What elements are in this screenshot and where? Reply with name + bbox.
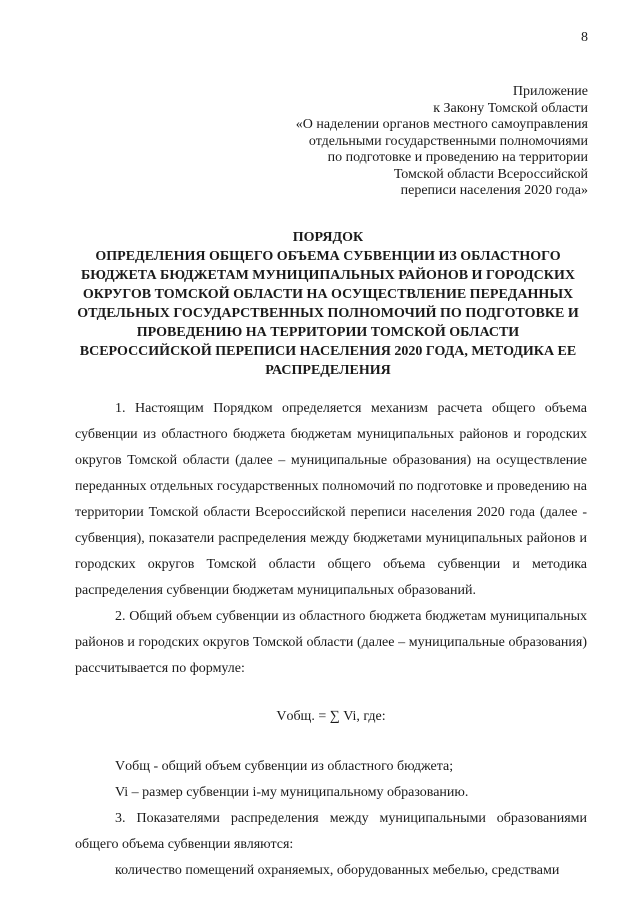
paragraph-3: 3. Показателями распределения между муниципальными образованиями общего объема субвенции являются: bbox=[75, 811, 587, 852]
appendix-line: Приложение bbox=[512, 84, 588, 99]
appendix-line: по подготовке и проведению на территории bbox=[327, 150, 588, 165]
title-heading: ПОРЯДОК bbox=[292, 230, 364, 245]
definition-vi: Vi – размер субвенции i-му муниципальному образованию. bbox=[115, 785, 469, 800]
appendix-line: Томской области Всероссийской bbox=[393, 166, 588, 182]
paragraph-1: 1. Настоящим Порядком определяется механизм расчета общего объема субвенции из областного бюджета бюджетам муниципальных районов и городских округов Томской области (далее – муниципальные образования) на осуществление переданных отдельных государственных полномочий по подготовке и проведению на территории Томской области Всероссийской переписи населения 2020 года (далее - субвенция), показатели распределения между бюджетами муниципальных районов и городских округов Томской области общего объема субвенции и методика распределения субвенции бюджетам муниципальных образований. bbox=[75, 401, 587, 598]
appendix-line: переписи населения 2020 года» bbox=[400, 183, 588, 198]
definition-vtotal: Vобщ - общий объем субвенции из областного бюджета; bbox=[115, 759, 454, 774]
appendix-line: отдельными государственными полномочиями bbox=[308, 133, 588, 149]
paragraph-4: количество помещений охраняемых, оборудованных мебелью, средствами bbox=[115, 863, 560, 878]
formula: Vобщ. = ∑ Vi, где: bbox=[276, 709, 386, 724]
document-title bbox=[70, 228, 586, 380]
document-body bbox=[75, 396, 587, 884]
page-number: 8 bbox=[581, 30, 588, 45]
appendix-line: «О наделении органов местного самоуправления bbox=[295, 117, 588, 132]
appendix-line: к Закону Томской области bbox=[433, 100, 588, 116]
appendix-block bbox=[248, 84, 588, 200]
title-subtitle: ОПРЕДЕЛЕНИЯ ОБЩЕГО ОБЪЕМА СУБВЕНЦИИ ИЗ ОБЛАСТНОГО БЮДЖЕТА БЮДЖЕТАМ МУНИЦИПАЛЬНЫХ РАЙОНОВ И ГОРОДСКИХ ОКРУГОВ ТОМСКОЙ ОБЛАСТИ НА ОСУЩЕСТВЛЕНИЕ ПЕРЕДАННЫХ ОТДЕЛЬНЫХ ГОСУДАРСТВЕННЫХ ПОЛНОМОЧИЙ ПО ПОДГОТОВКЕ И ПРОВЕДЕНИЮ НА ТЕРРИТОРИИ ТОМСКОЙ ОБЛАСТИ ВСЕРОССИЙСКОЙ ПЕРЕПИСИ НАСЕЛЕНИЯ 2020 ГОДА, МЕТОДИКА ЕЕ РАСПРЕДЕЛЕНИЯ bbox=[77, 249, 579, 378]
paragraph-2: 2. Общий объем субвенции из областного бюджета бюджетам муниципальных районов и городских округов Томской области (далее – муниципальные образования) рассчитывается по формуле: bbox=[75, 609, 587, 676]
